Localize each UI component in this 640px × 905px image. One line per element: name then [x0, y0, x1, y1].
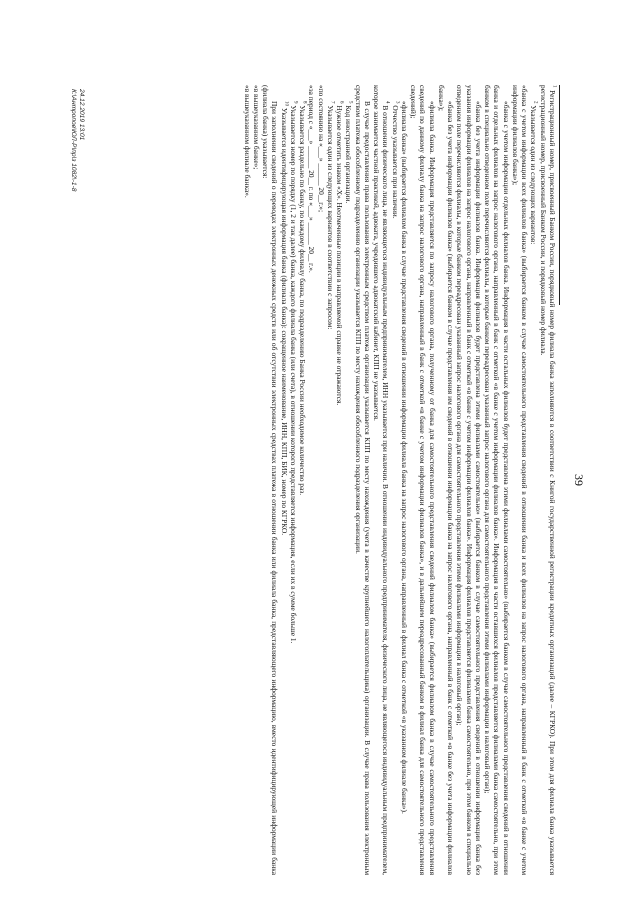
footnote-text: «банка без учета информации филиалов банка» (выбирается банком в случае представления им сведений в отношении информации банка на запрос налогового органа, направленный в банк с отметкой «в банке без учета информации филиалов банка»); — [437, 85, 456, 875]
footnote-text: «филиала банка» (выбирается филиалом банка в случае представления сведений в отношении информации филиала банка на запрос налогового органа, направленный в филиал банка с отметкой «в указанном филиале банка»). — [400, 101, 409, 814]
footnote-paragraph — [409, 85, 437, 875]
page-number: 39 — [572, 474, 586, 486]
footnote-paragraph — [354, 85, 373, 875]
footnote-paragraph — [400, 85, 409, 875]
footnote-marker: 1 — [551, 85, 557, 88]
footnote-text: Указывается раздельно по банку, по каждому филиалу банка, по подразделению Банка России необходимое количество раз. — [298, 103, 308, 496]
footnote-paragraph — [335, 85, 344, 875]
footnote-separator — [559, 85, 560, 305]
footnote-text: В отношении физического лица, не являющегося индивидуальным предпринимателем, ИНН указывается при наличии. В отношении индивидуального предпринимателя, физического лица, не являющегося индивидуальным предпринимателем, которое занимается частной практикой, адвоката, учредившего адвокатский кабинет, КПП не указывается. — [372, 85, 391, 875]
footnote-text: «банка с учетом информации всех филиалов банка» (выбирается банком в случае самостоятельного представления сведений в отношении банка и всех филиалов на запрос налогового органа, направленный в банк с отметкой «в банке с учетом информации филиалов банка»); — [511, 85, 530, 875]
footnote-paragraph — [539, 85, 558, 875]
footnote-paragraph — [372, 85, 391, 875]
footnote-paragraph — [243, 85, 252, 875]
footnote-paragraph — [511, 85, 530, 875]
footnote-text: Регистрационный номер, присвоенный Банком России, порядковый номер филиала банка заполняются в соответствии с Книгой государственной регистрации кредитных организаций (далее – КГРКО). При этом для филиала банка указывается регистрационный номер, присвоенный Банком России, и порядковый номер филиала. — [538, 85, 557, 875]
footnote-marker: 9 — [292, 101, 298, 104]
footnote-text: В случае предоставления права пользования электронным средством платежа организации указывается КПП по месту нахождения (учета в качестве крупнейшего налогоплательщика) организации. В случае права пользования электронным средством платежа обособленному подразделению организации указывается КПП по месту нахождения обособленного подразделения организации. — [353, 85, 372, 875]
footnote-paragraph — [298, 85, 307, 875]
file-stamp — [69, 89, 85, 191]
footnote-paragraph — [261, 85, 280, 875]
footnote-paragraph — [289, 85, 298, 875]
footnote-marker: 3 — [394, 101, 400, 104]
footnote-text: Указывается идентифицирующая информация банка (филиала банка): сокращенное наименование, ИНН, КПП, БИК, номер по КГРКО. — [279, 106, 289, 536]
footnote-paragraph — [344, 85, 353, 875]
footnote-list — [243, 85, 558, 875]
footnote-text: При заполнении сведений о переводах электронных денежных средств или об отсутствии электронных средствах платежа в отношении банка или филиала банка, представляющего информацию, вместо идентифицирующей информации банка (филиала банка) указывается: — [261, 85, 280, 875]
footnote-text: Код иностранной организации. — [344, 103, 354, 204]
footnote-paragraph — [280, 85, 289, 875]
footnote-text: Нужное отметить знаком «X». Неотмеченные позиции в направляемой справке не отражаются. — [335, 103, 345, 406]
footnote-marker: 7 — [329, 101, 335, 104]
footnote-paragraph — [483, 85, 511, 875]
footnote-marker: 8 — [301, 101, 307, 104]
footnote-text: «банка без учета информации филиалов банка. Информация филиалов будет представлена этими филиалами самостоятельно» (выбирается банком в случае самостоятельного представления сведений в отношении информации банка без указания информации филиалов на запрос налогового органа, направленный в банк с отметкой «в банке с учетом информации филиалов банка». Информация филиалов представляется филиалами банка самостоятельно, при этом банком в специально отведенном поле перечисляются филиалы, в которые банком переадресован указанный запрос налогового органа для самостоятельного представления этими филиалами информации в налоговый орган); — [455, 85, 483, 875]
footnote-paragraph — [307, 85, 316, 875]
footnote-text: Указывается один из следующих вариантов: — [529, 103, 539, 245]
footnote-paragraph — [326, 85, 335, 875]
footnote-text: «в вышеуказанном филиале банка». — [242, 85, 252, 198]
stamp-date: 24.12.2019 13:01 — [78, 89, 85, 141]
footnote-text: «по состоянию на «___» ______ 20__г.»; — [316, 85, 326, 213]
footnote-paragraph — [437, 85, 456, 875]
footnote-paragraph — [455, 85, 483, 875]
footnotes — [243, 85, 561, 875]
footnote-paragraph — [391, 85, 400, 875]
footnote-text: «за период с «___» ______ 20__ г. по «___» ______ 20__ г.». — [307, 85, 317, 273]
footnote-text: «в вышеуказанном банке»; — [252, 85, 261, 170]
footnote-marker: 6 — [338, 101, 344, 104]
footnote-text: Указывается номер по порядку (1, 2 и так далее) банка, каждого филиала банка (или счета), в отношении которого представляется информация, если их в сумме больше 1. — [289, 103, 298, 644]
footnote-paragraph — [317, 85, 326, 875]
footnote-paragraph — [529, 85, 538, 875]
footnote-text: «банка с учетом информации отдельных филиалов банка. Информация в части остальных филиалов будет представлена этими филиалами самостоятельно» (выбирается банком в случае самостоятельного представления сведений в отношении банка и отдельных филиалов на запрос налогового органа, направленный в банк с отметкой «в банке с учетом информации филиалов банка». Информация в части оставшихся филиалов представляется филиалами банка самостоятельно, при этом банком в специально отведенном поле перечисляются филиалы, в которые банком переадресован указанный запрос налогового органа для самостоятельного представления этими филиалами информации в налоговый орган); — [483, 85, 511, 875]
footnote-paragraph — [252, 85, 261, 875]
footnote-marker: 5 — [347, 101, 353, 104]
footnote-marker: 2 — [532, 101, 538, 104]
footnote-marker: 10 — [283, 101, 289, 106]
footnote-text: «филиала банка. Информация представляется по запросу налогового органа, полученному от банка для самостоятельного представления сведений филиалом банка» (выбирается филиалом банка в случае самостоятельного представления сведений по данному филиалу банка на запрос налогового органа, направленный в банк с отметкой «в банке с учетом информации филиалов банка», и в дальнейшем переадресованный банком в филиал банка для самостоятельного представления сведений); — [409, 85, 437, 875]
footnote-text: Отчество указывается при наличии. — [390, 103, 400, 219]
stamp-path: К:\Антропов\ЮЛ-Р\пр\з 1082\-1-8 — [70, 89, 77, 192]
footnote-text: Указывается один из следующих вариантов в соответствии с запросом: — [326, 103, 335, 330]
footnote-marker: 4 — [384, 101, 390, 104]
rotated-content — [50, 85, 590, 875]
